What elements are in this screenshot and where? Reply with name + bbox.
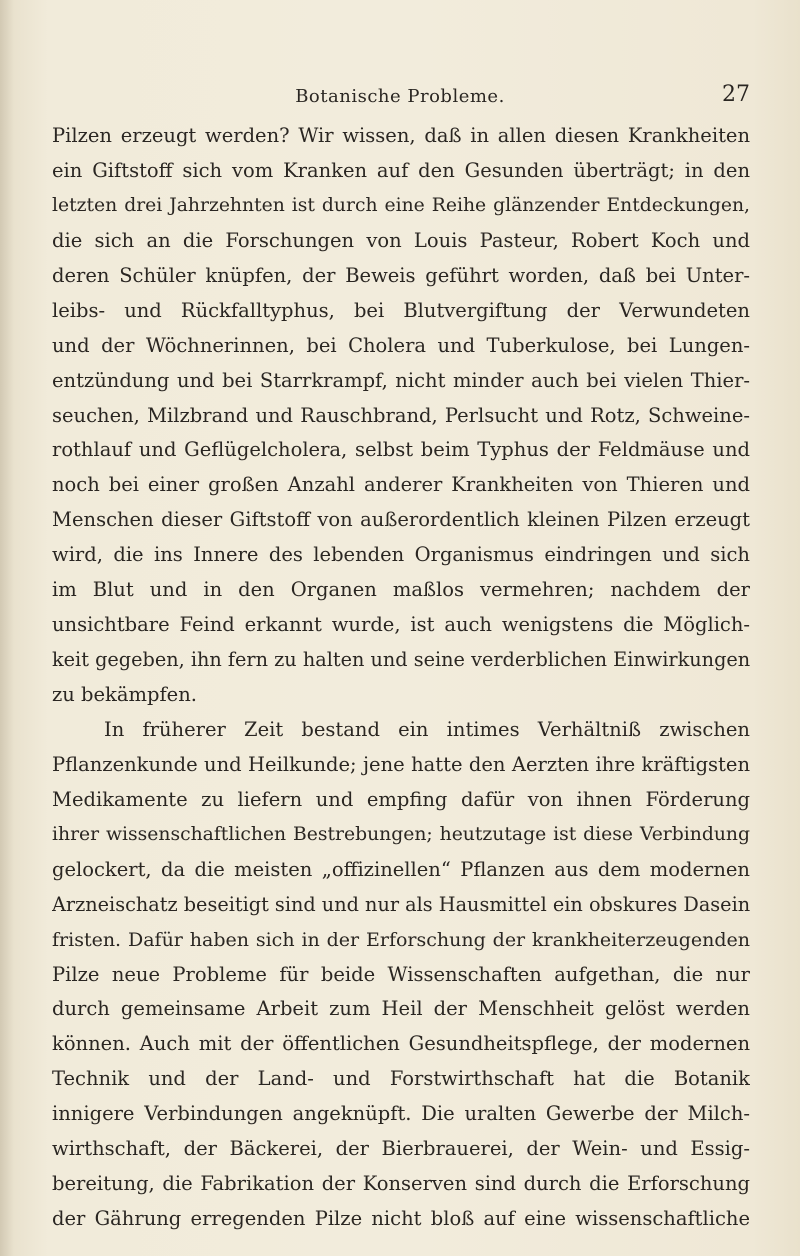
spine-shadow [0, 0, 14, 1256]
text-line: gelockert, da die meisten „offizinellen“ Pflanzen aus dem modernen [52, 857, 750, 881]
text-line: Pilze neue Probleme für beide Wissenschaften aufgethan, die nur [52, 962, 750, 986]
text-line: leibs- und Rückfalltyphus, bei Blutvergiftung der Verwundeten [52, 298, 750, 322]
text-line: letzten drei Jahrzehnten ist durch eine Reihe glänzender Entdeckungen, [52, 194, 750, 216]
text-line: wirthschaft, der Bäckerei, der Bierbrauerei, der Wein- und Essig- [52, 1137, 750, 1161]
text-line: Menschen dieser Giftstoff von außerordentlich kleinen Pilzen erzeugt [52, 508, 750, 532]
text-line: noch bei einer großen Anzahl anderer Krankheiten von Thieren und [52, 473, 750, 497]
paragraph-end-line: zu bekämpfen. [52, 683, 197, 706]
text-line: Pilzen erzeugt werden? Wir wissen, daß in allen diesen Krankheiten [52, 124, 750, 147]
text-line: im Blut und in den Organen maßlos vermehren; nachdem der [52, 578, 750, 602]
text-line: innigere Verbindungen angeknüpft. Die uralten Gewerbe der Milch- [52, 1102, 750, 1126]
text-line: Technik und der Land- und Forstwirthschaft hat die Botanik [52, 1067, 750, 1091]
text-line: Arzneischatz beseitigt sind und nur als Hausmittel ein obskures Dasein [52, 892, 750, 916]
text-line: keit gegeben, ihn fern zu halten und seine verderblichen Einwirkungen [52, 648, 750, 672]
text-line: und der Wöchnerinnen, bei Cholera und Tuberkulose, bei Lungen- [52, 333, 750, 357]
text-line: unsichtbare Feind erkannt wurde, ist auch wenigstens die Möglich- [52, 613, 750, 637]
text-line: Medikamente zu liefern und empfing dafür von ihnen Förderung [52, 787, 750, 811]
text-line: entzündung und bei Starrkrampf, nicht minder auch bei vielen Thier- [52, 368, 750, 392]
text-line: fristen. Dafür haben sich in der Erforschung der krankheiterzeugenden [52, 928, 750, 951]
text-line: ihrer wissenschaftlichen Bestrebungen; heutzutage ist diese Verbindung [52, 823, 750, 845]
text-line: seuchen, Milzbrand und Rauschbrand, Perlsucht und Rotz, Schweine- [52, 403, 750, 427]
body-text [52, 119, 750, 1237]
text-line: ein Giftstoff sich vom Kranken auf den Gesunden überträgt; in den [52, 158, 750, 182]
text-line: durch gemeinsame Arbeit zum Heil der Menschheit gelöst werden [52, 997, 750, 1021]
paragraph-start-line: In früherer Zeit bestand ein intimes Verhältniß zwischen [104, 717, 750, 741]
text-line: die sich an die Forschungen von Louis Pasteur, Robert Koch und [52, 228, 750, 252]
text-line: Pflanzenkunde und Heilkunde; jene hatte den Aerzten ihre kräftigsten [52, 752, 750, 776]
page-header [50, 82, 750, 110]
text-line: können. Auch mit der öffentlichen Gesundheitspflege, der modernen [52, 1032, 750, 1056]
text-line: bereitung, die Fabrikation der Konserven sind durch die Erforschung [52, 1172, 750, 1196]
text-line: deren Schüler knüpfen, der Beweis geführt worden, daß bei Unter- [52, 263, 750, 287]
text-line: der Gährung erregenden Pilze nicht bloß auf eine wissenschaftliche [52, 1207, 750, 1231]
text-line: rothlauf und Geflügelcholera, selbst beim Typhus der Feldmäuse und [52, 438, 750, 462]
text-line: wird, die ins Innere des lebenden Organismus eindringen und sich [52, 543, 750, 567]
running-title: Botanische Probleme. [295, 86, 505, 107]
page-number: 27 [722, 82, 750, 107]
